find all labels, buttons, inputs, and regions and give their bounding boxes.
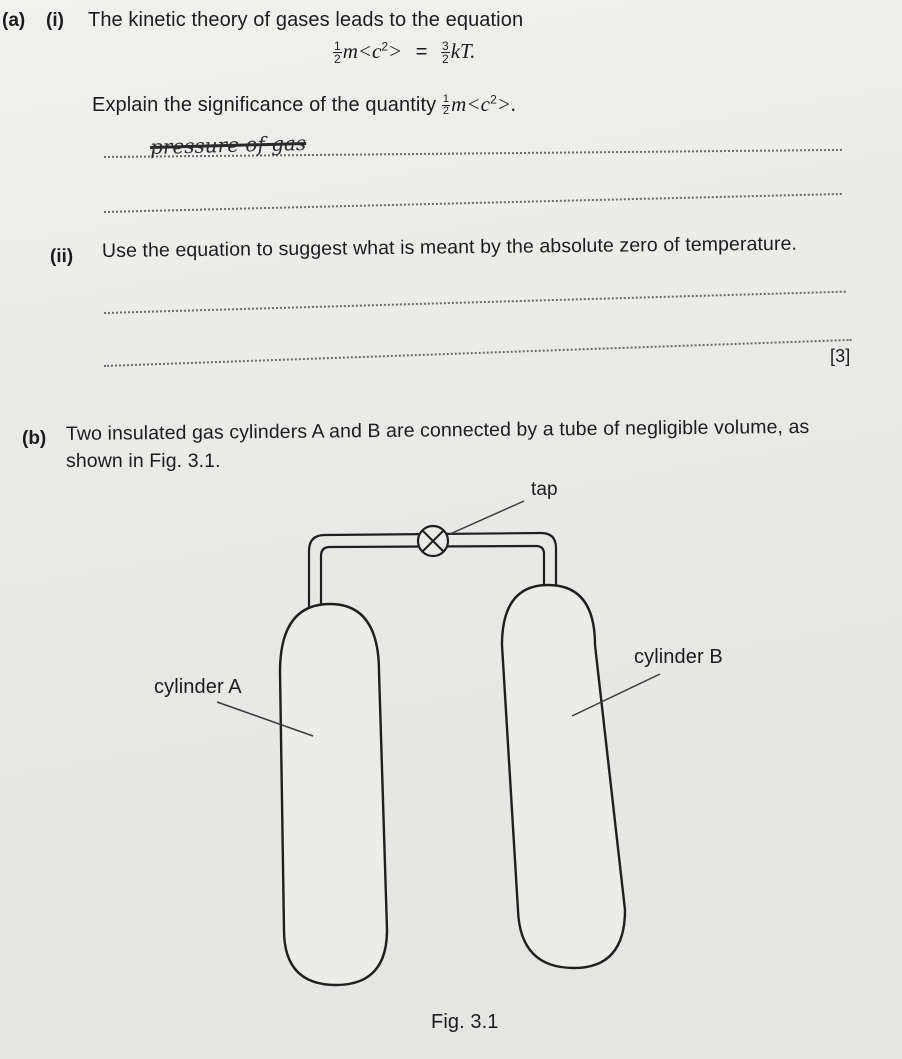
cylinder-a-label: cylinder A	[154, 676, 242, 698]
tap-leader-line	[450, 501, 524, 534]
fraction-half: $\frac{1}{2}$	[334, 39, 341, 67]
cylinder-b	[502, 585, 625, 968]
handwritten-answer: pressure of gas	[149, 130, 307, 160]
fraction-three-halves: $\frac{3}{2}$	[442, 39, 449, 67]
figure-caption: Fig. 3.1	[431, 1011, 499, 1033]
part-a-label: (a)	[2, 10, 26, 31]
tap-label: tap	[531, 479, 558, 500]
part-a-intro: The kinetic theory of gases leads to the equation	[88, 9, 524, 31]
part-b-label: (b)	[22, 428, 47, 449]
cylinder-a	[280, 604, 387, 985]
tap-icon	[418, 526, 448, 556]
explain-question: Explain the significance of the quantity $\frac{1}{2}$ $m<c^2>$.	[92, 92, 517, 118]
part-b-text-line1: Two insulated gas cylinders A and B are connected by a tube of negligible volume, as	[65, 415, 810, 445]
marks-indicator: [3]	[830, 346, 851, 366]
part-a-ii-label: (ii)	[49, 245, 74, 268]
kinetic-equation: $\frac{1}{2}$ $m<c^2>$ = $\frac{3}{2}$ kT.	[334, 39, 476, 67]
cylinder-b-label: cylinder B	[634, 646, 723, 668]
part-a-i-label: (i)	[46, 10, 64, 31]
part-b-text-line2: shown in Fig. 3.1.	[66, 450, 221, 472]
part-a-ii-question: Use the equation to suggest what is meant by the absolute zero of temperature.	[101, 232, 798, 262]
